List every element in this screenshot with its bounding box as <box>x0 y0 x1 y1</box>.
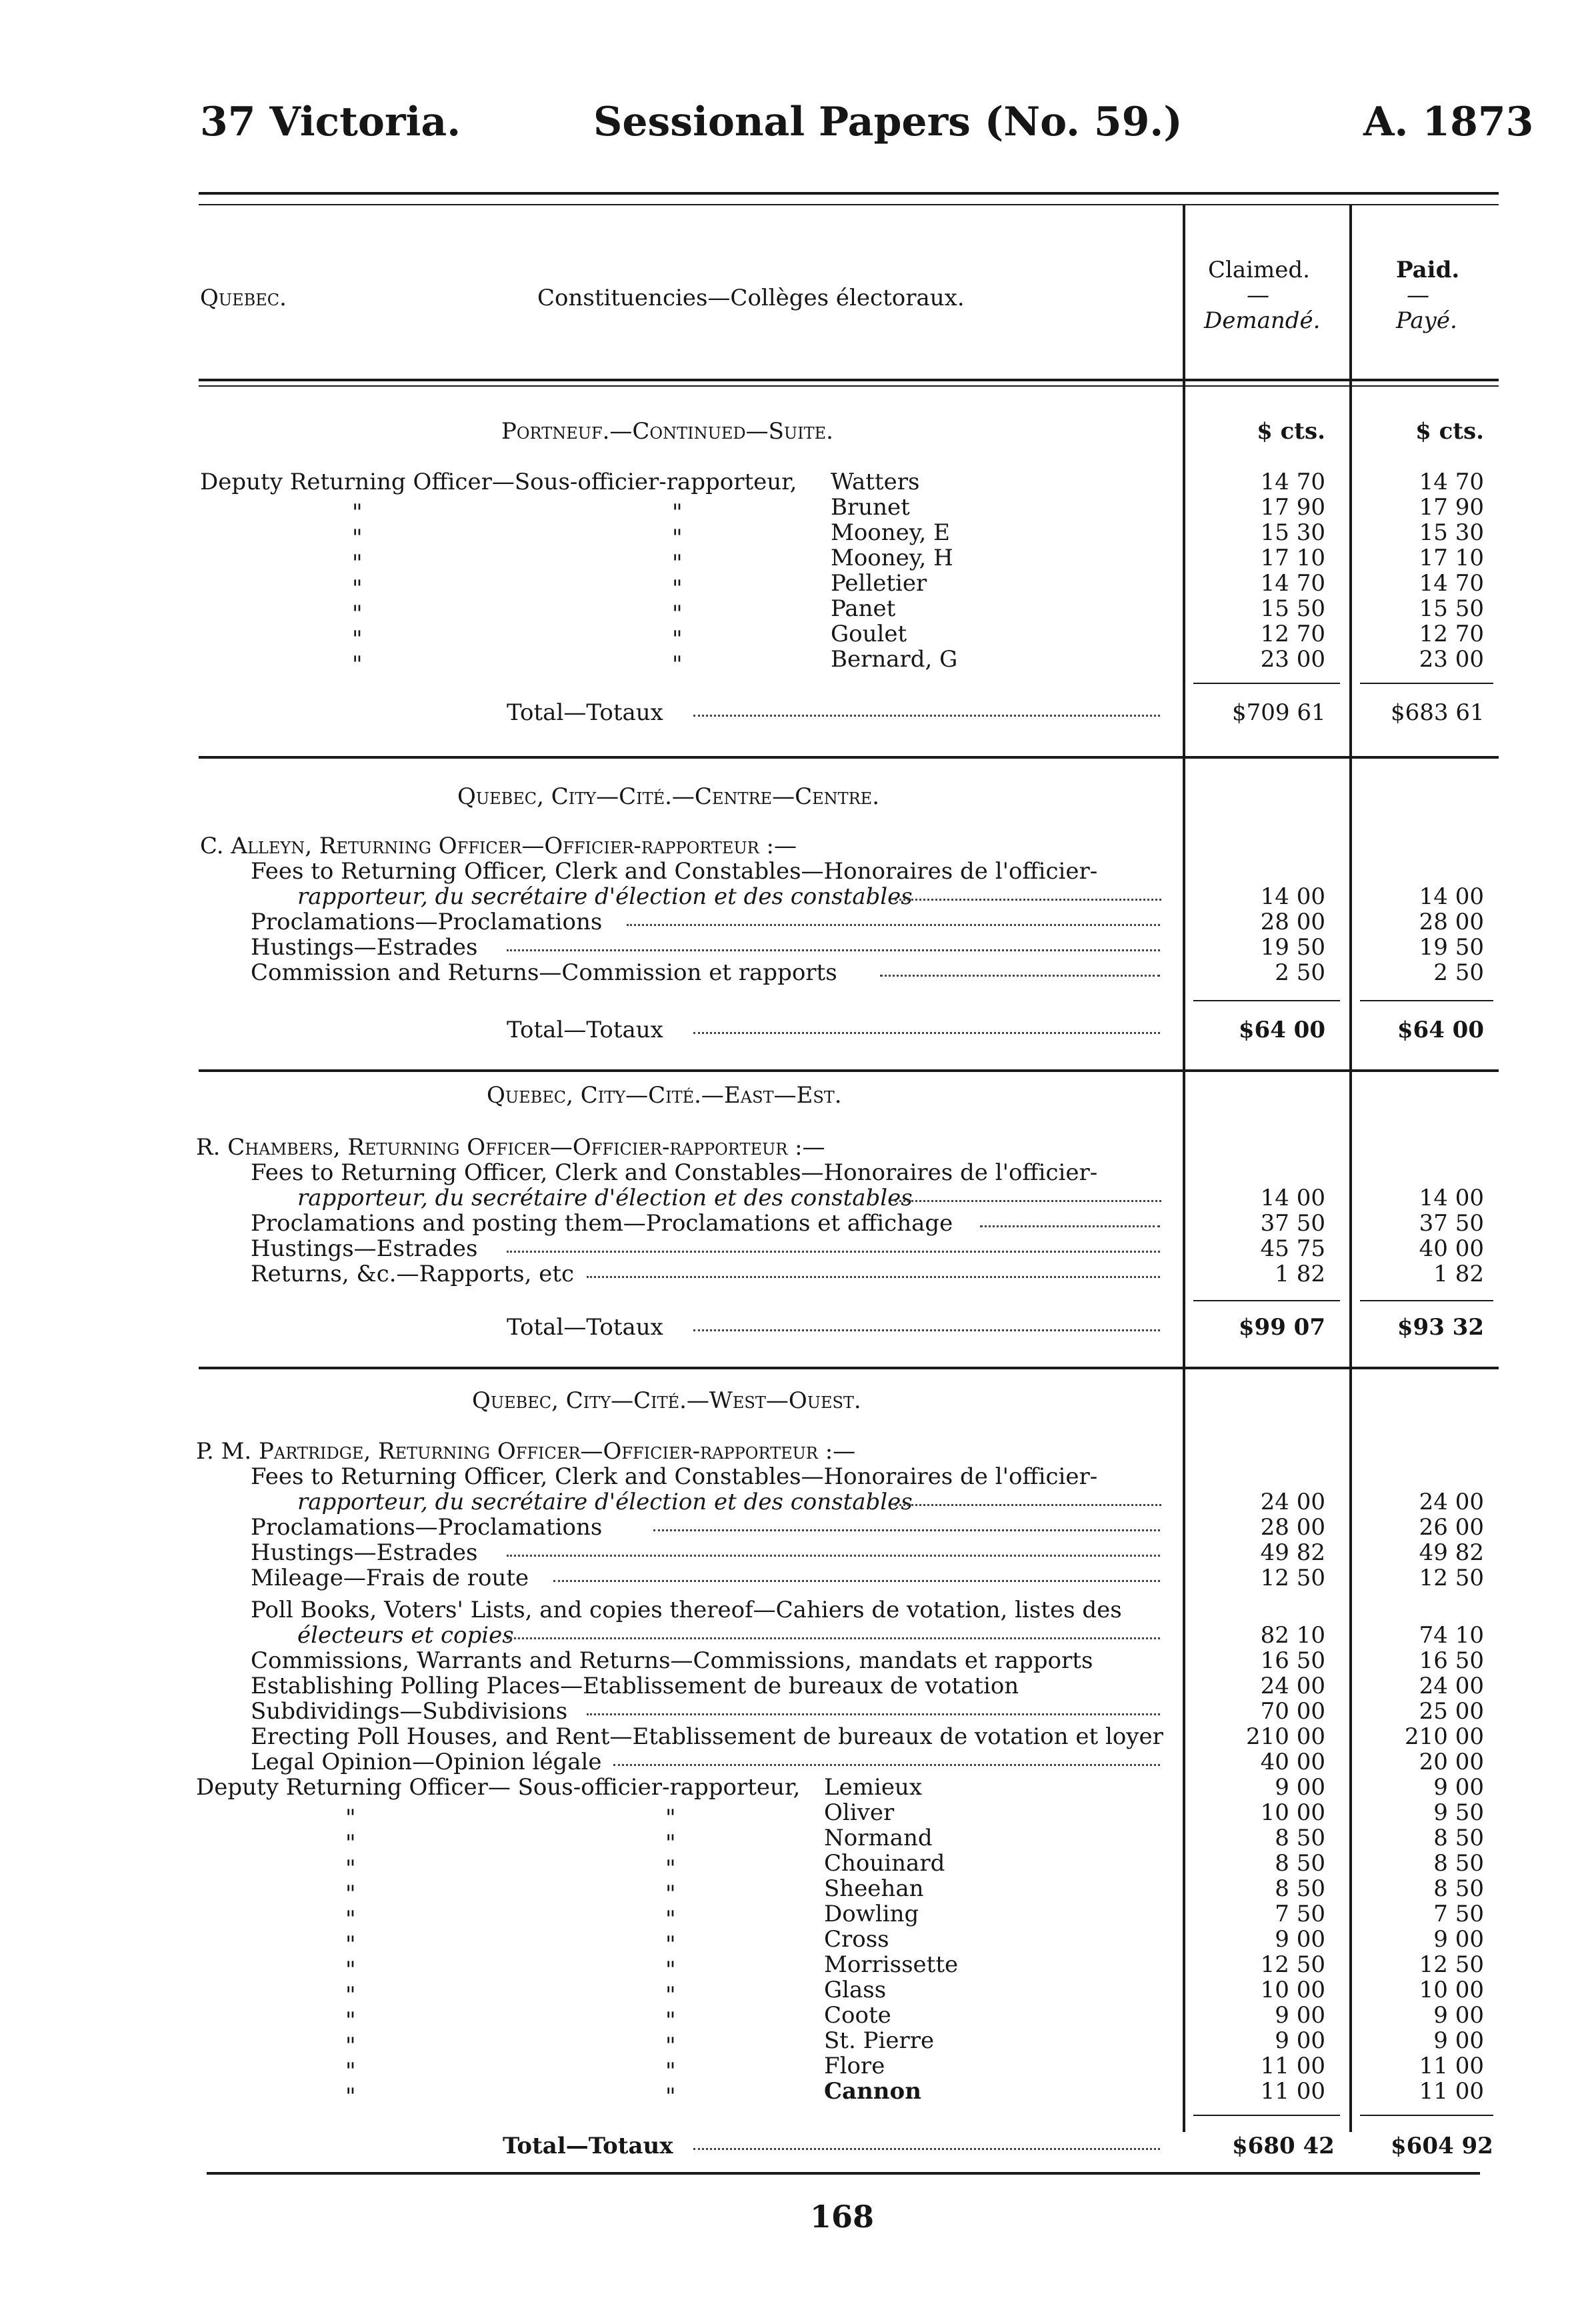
west-row2-label: Establishing Polling Places—Etablissement de bureaux de votation <box>251 1673 1019 1699</box>
portneuf-row-name: Brunet <box>831 494 910 521</box>
ditto-mark: " <box>665 2058 676 2085</box>
portneuf-total-label <box>507 700 663 725</box>
top-rule-thin <box>199 204 1499 205</box>
centre-fees-claimed: 14 00 <box>1260 883 1325 910</box>
west-row2-claimed: 70 00 <box>1260 1698 1325 1725</box>
west-deputy-paid: 8 50 <box>1433 1825 1484 1851</box>
ditto-mark: " <box>345 1957 356 1983</box>
leader-dots <box>587 1711 1160 1715</box>
west-deputy-name: Lemieux <box>824 1774 923 1801</box>
ditto-mark: " <box>352 601 363 627</box>
west-deputy-label: Deputy Returning Officer— Sous-officier-rapporteur, <box>196 1774 801 1801</box>
section-rule <box>199 756 1499 759</box>
portneuf-row-claimed: 14 70 <box>1260 570 1325 597</box>
total-label-text: Total—Totaux <box>507 1017 663 1043</box>
bottom-rule <box>207 2172 1480 2175</box>
claimed-heading: Claimed. <box>1208 257 1310 283</box>
centre-fees-line1: Fees to Returning Officer, Clerk and Constables—Honoraires de l'officier- <box>251 858 1098 885</box>
ditto-mark: " <box>345 1982 356 2009</box>
centre-row-claimed: 28 00 <box>1260 909 1325 935</box>
subtotal-rule <box>1360 1300 1493 1301</box>
west-deputy-claimed: 9 00 <box>1275 2002 1325 2029</box>
leader-dots <box>507 947 1160 951</box>
west-fees-claimed: 24 00 <box>1260 1489 1325 1515</box>
paid-heading-fr: Payé. <box>1396 307 1457 334</box>
east-row-paid: 1 82 <box>1433 1261 1484 1287</box>
west-deputy-paid: 10 00 <box>1419 1977 1484 2003</box>
west-pollbooks-paid: 74 10 <box>1419 1622 1484 1649</box>
west-total-paid: $604 92 <box>1391 2133 1493 2159</box>
portneuf-row-paid: 15 50 <box>1419 595 1484 622</box>
west-deputy-claimed: 10 00 <box>1260 1977 1325 2003</box>
portneuf-row-paid: 14 70 <box>1419 570 1484 597</box>
paid-heading-dash: — <box>1407 282 1429 309</box>
west-row-paid: 49 82 <box>1419 1539 1484 1566</box>
portneuf-row-paid: 23 00 <box>1419 646 1484 673</box>
centre-row-paid: 28 00 <box>1419 909 1484 935</box>
leader-dots <box>507 1248 1160 1253</box>
paid-heading: Paid. <box>1396 257 1460 283</box>
header-volume: 37 Victoria. <box>200 99 461 145</box>
west-row2-paid: 20 00 <box>1419 1749 1484 1775</box>
total-label-text: Total—Totaux <box>507 699 663 726</box>
ditto-mark: " <box>345 1881 356 1907</box>
west-row2-claimed: 16 50 <box>1260 1647 1325 1674</box>
west-title: Quebec, City—Cité.—West—Ouest. <box>472 1387 861 1414</box>
column-divider-paid <box>1349 205 1352 2132</box>
east-row-claimed: 1 82 <box>1275 1261 1325 1287</box>
ditto-mark: " <box>672 525 683 551</box>
east-row-label: Hustings—Estrades <box>251 1235 478 1262</box>
portneuf-row-name: Bernard, G <box>831 646 958 673</box>
west-deputy-paid: 12 50 <box>1419 1951 1484 1978</box>
west-fees-line1: Fees to Returning Officer, Clerk and Constables—Honoraires de l'officier- <box>251 1463 1098 1490</box>
portneuf-row-name: Mooney, E <box>831 519 950 546</box>
east-fees-line1: Fees to Returning Officer, Clerk and Constables—Honoraires de l'officier- <box>251 1159 1098 1186</box>
west-deputy-claimed: 7 50 <box>1275 1901 1325 1927</box>
east-fees-claimed: 14 00 <box>1260 1185 1325 1211</box>
ditto-mark: " <box>665 2007 676 2034</box>
ditto-mark: " <box>672 550 683 577</box>
ditto-mark: " <box>665 2033 676 2059</box>
west-deputy-claimed: 12 50 <box>1260 1951 1325 1978</box>
leader-dots <box>507 1552 1160 1557</box>
claimed-heading-fr: Demandé. <box>1204 307 1321 334</box>
ditto-mark: " <box>352 575 363 602</box>
ditto-mark: " <box>345 1805 356 1831</box>
leader-dots <box>693 1029 1160 1034</box>
portneuf-officer-label: Deputy Returning Officer—Sous-officier-rapporteur, <box>200 469 797 495</box>
west-deputy-paid: 7 50 <box>1433 1901 1484 1927</box>
portneuf-row-paid: 12 70 <box>1419 621 1484 647</box>
west-row2-paid: 24 00 <box>1419 1673 1484 1699</box>
leader-dots <box>507 1635 1160 1639</box>
portneuf-total-claimed: $709 61 <box>1232 699 1326 726</box>
west-row2-paid: 25 00 <box>1419 1698 1484 1725</box>
portneuf-row-name: Goulet <box>831 621 907 647</box>
leader-dots <box>693 712 1160 717</box>
west-row2-label: Legal Opinion—Opinion légale <box>251 1749 602 1775</box>
ditto-mark: " <box>345 2007 356 2034</box>
centre-row-label: Proclamations—Proclamations <box>251 909 603 935</box>
west-row-claimed: 28 00 <box>1260 1514 1325 1541</box>
east-row-paid: 40 00 <box>1419 1235 1484 1262</box>
west-deputy-paid: 9 00 <box>1433 2002 1484 2029</box>
west-deputy-name: Oliver <box>824 1799 895 1826</box>
leader-dots <box>693 1327 1160 1331</box>
west-deputy-paid: 9 00 <box>1433 1926 1484 1953</box>
claimed-heading-dash: — <box>1247 282 1269 309</box>
west-deputy-claimed: 8 50 <box>1275 1850 1325 1877</box>
west-row-label: Mileage—Frais de route <box>251 1565 529 1591</box>
west-total-claimed: $680 42 <box>1232 2133 1335 2159</box>
ditto-mark: " <box>665 1881 676 1907</box>
west-deputy-paid: 11 00 <box>1419 2078 1484 2105</box>
subtotal-rule <box>1193 683 1340 684</box>
west-deputy-name: Dowling <box>824 1901 919 1927</box>
west-row2-paid: 16 50 <box>1419 1647 1484 1674</box>
west-pollbooks-claimed: 82 10 <box>1260 1622 1325 1649</box>
header-title: Sessional Papers (No. 59.) <box>593 99 1183 145</box>
constituencies-heading <box>537 285 965 311</box>
west-deputy-name: Chouinard <box>824 1850 945 1877</box>
west-row2-claimed: 40 00 <box>1260 1749 1325 1775</box>
portneuf-row-paid: 17 10 <box>1419 545 1484 571</box>
ditto-mark: " <box>665 2083 676 2110</box>
centre-row-paid: 2 50 <box>1433 959 1484 986</box>
west-deputy-name: St. Pierre <box>824 2027 935 2054</box>
ditto-mark: " <box>352 651 363 678</box>
ditto-mark: " <box>345 2083 356 2110</box>
east-fees-paid: 14 00 <box>1419 1185 1484 1211</box>
ditto-mark: " <box>665 1906 676 1933</box>
west-deputy-claimed: 10 00 <box>1260 1799 1325 1826</box>
centre-row-label: Hustings—Estrades <box>251 934 478 961</box>
ditto-mark: " <box>345 1855 356 1882</box>
portneuf-total-paid: $683 61 <box>1391 699 1485 726</box>
east-officer: R. Chambers, Returning Officer—Officier-rapporteur :— <box>196 1134 825 1161</box>
section-rule <box>199 1069 1499 1072</box>
ditto-mark: " <box>672 575 683 602</box>
centre-row-paid: 19 50 <box>1419 934 1484 961</box>
east-total-label <box>507 1315 663 1340</box>
centre-total-label <box>507 1017 663 1043</box>
west-row-claimed: 49 82 <box>1260 1539 1325 1566</box>
west-fees-line2: rapporteur, du secrétaire d'élection et des constables <box>297 1489 913 1515</box>
west-deputy-name: Flore <box>824 2053 885 2079</box>
constituencies-heading-text: Constituencies—Collèges électoraux. <box>537 285 965 311</box>
west-row-paid: 12 50 <box>1419 1565 1484 1591</box>
west-row2-label: Subdividings—Subdivisions <box>251 1698 568 1725</box>
portneuf-row-claimed: 14 70 <box>1260 469 1325 495</box>
subtotal-rule <box>1360 1000 1493 1001</box>
subtotal-rule <box>1360 2115 1493 2116</box>
portneuf-row-paid: 15 30 <box>1419 519 1484 546</box>
ditto-mark: " <box>672 626 683 653</box>
leader-dots <box>587 1273 1160 1278</box>
west-row-claimed: 12 50 <box>1260 1565 1325 1591</box>
section-rule <box>199 1367 1499 1369</box>
subtotal-rule <box>1193 1000 1340 1001</box>
ditto-mark: " <box>345 1830 356 1857</box>
ditto-mark: " <box>672 651 683 678</box>
portneuf-row-claimed: 12 70 <box>1260 621 1325 647</box>
leader-dots <box>653 1527 1160 1531</box>
east-total-paid: $93 32 <box>1397 1314 1484 1341</box>
centre-total-paid: $64 00 <box>1397 1017 1484 1043</box>
ditto-mark: " <box>665 1805 676 1831</box>
west-deputy-claimed: 8 50 <box>1275 1825 1325 1851</box>
leader-dots <box>553 1577 1160 1582</box>
centre-fees-line2: rapporteur, du secrétaire d'élection et des constables <box>297 883 913 910</box>
west-deputy-claimed: 9 00 <box>1275 1774 1325 1801</box>
portneuf-row-name: Watters <box>831 469 920 495</box>
west-row2-paid: 210 00 <box>1405 1723 1484 1750</box>
centre-total-claimed: $64 00 <box>1238 1017 1325 1043</box>
east-row-paid: 37 50 <box>1419 1210 1484 1237</box>
west-pollbooks-line2: électeurs et copies <box>297 1622 514 1649</box>
west-row-label: Hustings—Estrades <box>251 1539 478 1566</box>
west-deputy-name: Glass <box>824 1977 887 2003</box>
east-total-claimed: $99 07 <box>1238 1314 1325 1341</box>
portneuf-row-claimed: 15 30 <box>1260 519 1325 546</box>
ditto-mark: " <box>665 1855 676 1882</box>
subtotal-rule <box>1193 2115 1340 2116</box>
east-row-claimed: 37 50 <box>1260 1210 1325 1237</box>
portneuf-row-name: Panet <box>831 595 896 622</box>
east-fees-line2: rapporteur, du secrétaire d'élection et des constables <box>297 1185 913 1211</box>
ditto-mark: " <box>665 1830 676 1857</box>
portneuf-row-paid: 17 90 <box>1419 494 1484 521</box>
west-row-paid: 26 00 <box>1419 1514 1484 1541</box>
east-row-label: Proclamations and posting them—Proclamations et affichage <box>251 1210 953 1237</box>
west-deputy-name: Normand <box>824 1825 933 1851</box>
ditto-mark: " <box>665 1957 676 1983</box>
ditto-mark: " <box>352 626 363 653</box>
west-officer: P. M. Partridge, Returning Officer—Officier-rapporteur :— <box>196 1438 856 1465</box>
portneuf-title: Portneuf.—Continued—Suite. <box>501 418 833 445</box>
ditto-mark: " <box>345 2033 356 2059</box>
ditto-mark: " <box>352 499 363 526</box>
west-row2-label: Commissions, Warrants and Returns—Commissions, mandats et rapports <box>251 1647 1093 1674</box>
west-deputy-name: Cross <box>824 1926 889 1953</box>
west-row2-claimed: 24 00 <box>1260 1673 1325 1699</box>
leader-dots <box>627 921 1160 926</box>
east-title: Quebec, City—Cité.—East—Est. <box>487 1082 842 1109</box>
west-row-label: Proclamations—Proclamations <box>251 1514 603 1541</box>
column-divider-claimed <box>1183 205 1185 2132</box>
portneuf-currency-paid: $ cts. <box>1415 418 1484 445</box>
subtotal-rule <box>1360 683 1493 684</box>
leader-dots <box>895 1197 1161 1202</box>
portneuf-currency-claimed: $ cts. <box>1257 418 1325 445</box>
portneuf-row-name: Pelletier <box>831 570 927 597</box>
west-deputy-paid: 9 00 <box>1433 1774 1484 1801</box>
ditto-mark: " <box>345 2058 356 2085</box>
leader-dots <box>895 1501 1161 1506</box>
west-deputy-claimed: 9 00 <box>1275 1926 1325 1953</box>
west-deputy-claimed: 11 00 <box>1260 2053 1325 2079</box>
west-total-label <box>503 2133 673 2159</box>
total-label-text: Total—Totaux <box>507 1314 663 1341</box>
ditto-mark: " <box>352 550 363 577</box>
centre-fees-paid: 14 00 <box>1419 883 1484 910</box>
ditto-mark: " <box>672 499 683 526</box>
portneuf-row-claimed: 23 00 <box>1260 646 1325 673</box>
portneuf-row-claimed: 17 90 <box>1260 494 1325 521</box>
portneuf-row-paid: 14 70 <box>1419 469 1484 495</box>
centre-title: Quebec, City—Cité.—Centre—Centre. <box>457 783 880 810</box>
ditto-mark: " <box>345 1931 356 1958</box>
total-label-text: Total—Totaux <box>503 2133 673 2159</box>
leader-dots <box>693 2145 1160 2150</box>
header-rule <box>199 379 1499 381</box>
west-deputy-claimed: 8 50 <box>1275 1875 1325 1902</box>
leader-dots <box>895 896 1161 901</box>
centre-officer: C. Alleyn, Returning Officer—Officier-rapporteur :— <box>200 833 797 859</box>
ditto-mark: " <box>665 1931 676 1958</box>
centre-row-claimed: 19 50 <box>1260 934 1325 961</box>
ditto-mark: " <box>352 525 363 551</box>
west-deputy-paid: 9 00 <box>1433 2027 1484 2054</box>
west-deputy-claimed: 11 00 <box>1260 2078 1325 2105</box>
ditto-mark: " <box>345 1906 356 1933</box>
west-deputy-name: Cannon <box>824 2078 921 2105</box>
east-row-claimed: 45 75 <box>1260 1235 1325 1262</box>
portneuf-row-claimed: 15 50 <box>1260 595 1325 622</box>
header-rule-2 <box>199 385 1499 387</box>
top-rule-thick <box>199 192 1499 195</box>
header-year: A. 1873 <box>1363 99 1534 145</box>
leader-dots <box>613 1761 1160 1766</box>
subtotal-rule <box>1193 1300 1340 1301</box>
portneuf-row-claimed: 17 10 <box>1260 545 1325 571</box>
west-deputy-paid: 9 50 <box>1433 1799 1484 1826</box>
west-deputy-name: Sheehan <box>824 1875 924 1902</box>
west-deputy-paid: 8 50 <box>1433 1850 1484 1877</box>
west-fees-paid: 24 00 <box>1419 1489 1484 1515</box>
leader-dots <box>980 1223 1160 1227</box>
west-deputy-paid: 8 50 <box>1433 1875 1484 1902</box>
west-row2-claimed: 210 00 <box>1246 1723 1325 1750</box>
west-deputy-name: Morrissette <box>824 1951 959 1978</box>
west-deputy-paid: 11 00 <box>1419 2053 1484 2079</box>
east-row-label: Returns, &c.—Rapports, etc <box>251 1261 575 1287</box>
province-heading: Quebec. <box>200 285 287 311</box>
ditto-mark: " <box>665 1982 676 2009</box>
west-deputy-claimed: 9 00 <box>1275 2027 1325 2054</box>
west-row2-label: Erecting Poll Houses, and Rent—Etablissement de bureaux de votation et loyer <box>251 1723 1163 1750</box>
ditto-mark: " <box>672 601 683 627</box>
centre-row-claimed: 2 50 <box>1275 959 1325 986</box>
portneuf-row-name: Mooney, H <box>831 545 953 571</box>
west-pollbooks-line1: Poll Books, Voters' Lists, and copies thereof—Cahiers de votation, listes des <box>251 1597 1122 1623</box>
page-number: 168 <box>810 2199 875 2235</box>
centre-row-label: Commission and Returns—Commission et rapports <box>251 959 837 986</box>
west-deputy-name: Coote <box>824 2002 891 2029</box>
leader-dots <box>880 972 1160 977</box>
